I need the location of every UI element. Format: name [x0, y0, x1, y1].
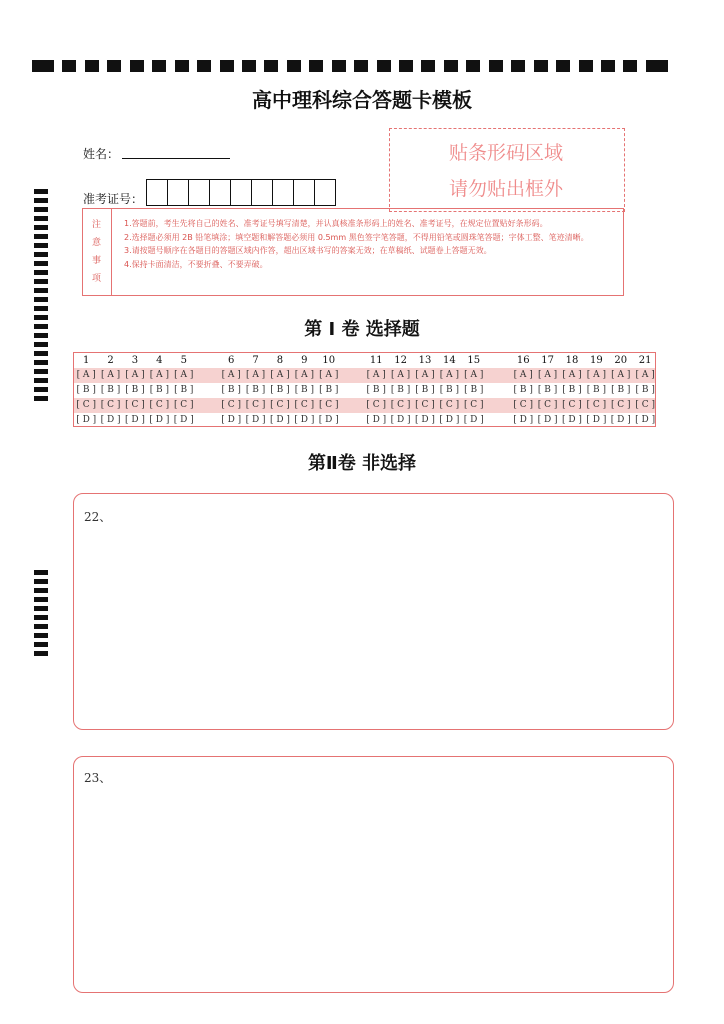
- question-number: 19: [590, 355, 603, 366]
- choice-bubble[interactable]: [ A ]: [611, 370, 631, 380]
- choice-bubble[interactable]: [ C ]: [221, 400, 242, 410]
- question-number: 9: [301, 355, 308, 366]
- timing-mark: [34, 252, 48, 257]
- timing-mark: [34, 351, 48, 356]
- timing-mark: [34, 261, 48, 266]
- choice-bubble[interactable]: [ A ]: [439, 370, 459, 380]
- question-number: 14: [443, 355, 456, 366]
- timing-mark: [34, 198, 48, 203]
- left-timing-marks-upper: [34, 189, 48, 405]
- option-group: [511, 398, 657, 413]
- choice-bubble[interactable]: [ A ]: [125, 370, 145, 380]
- timing-bar-segment: [534, 60, 548, 72]
- choice-bubble[interactable]: [ D ]: [366, 415, 387, 425]
- question-number: 23、: [84, 771, 112, 785]
- choice-bubble[interactable]: [ B ]: [319, 385, 339, 395]
- choice-bubble[interactable]: [ A ]: [464, 370, 484, 380]
- choice-bubble[interactable]: [ C ]: [270, 400, 290, 410]
- choice-bubble[interactable]: [ D ]: [561, 415, 582, 425]
- timing-mark: [34, 342, 48, 347]
- question-numbers: [364, 353, 486, 368]
- timing-bar-segment: [377, 60, 391, 72]
- timing-mark: [34, 243, 48, 248]
- timing-bar-segment: [421, 60, 435, 72]
- timing-mark: [34, 387, 48, 392]
- question-number: 16: [516, 355, 530, 366]
- timing-bar-segment: [332, 60, 346, 72]
- choice-bubble[interactable]: [ D ]: [439, 415, 460, 425]
- choice-bubble[interactable]: [ A ]: [149, 370, 169, 380]
- choice-bubble[interactable]: [ C ]: [463, 400, 484, 410]
- choice-bubble[interactable]: [ C ]: [537, 400, 558, 410]
- question-number: 2: [107, 355, 114, 366]
- timing-mark: [34, 270, 48, 275]
- choice-bubble[interactable]: [ C ]: [100, 400, 121, 410]
- choice-bubble[interactable]: [ B ]: [439, 385, 460, 395]
- choice-bubble[interactable]: [ A ]: [390, 370, 411, 380]
- option-group: [364, 413, 486, 428]
- notice-heading: [82, 208, 112, 296]
- question-number: 8: [276, 355, 284, 366]
- choice-bubble[interactable]: [ B ]: [390, 385, 411, 395]
- question-number: 4: [156, 355, 163, 366]
- timing-bar-segment: [152, 60, 166, 72]
- choice-bubble[interactable]: [ D ]: [269, 415, 290, 425]
- answer-box-22[interactable]: [73, 493, 674, 730]
- section-1-title: 第 I 卷 选择题: [304, 319, 420, 340]
- timing-bar-segment: [197, 60, 211, 72]
- timing-mark: [34, 360, 48, 365]
- timing-mark: [34, 288, 48, 293]
- choice-bubble[interactable]: [ B ]: [221, 385, 241, 395]
- choice-bubble[interactable]: [ A ]: [294, 370, 314, 380]
- timing-mark: [34, 279, 48, 284]
- choice-bubble[interactable]: [ B ]: [125, 385, 145, 395]
- timing-mark: [34, 207, 48, 212]
- timing-bar-segment: [623, 60, 637, 72]
- timing-bar-segment: [601, 60, 615, 72]
- timing-mark: [34, 306, 48, 311]
- choice-bubble[interactable]: [ C ]: [586, 400, 607, 410]
- option-group: [364, 383, 486, 398]
- notice-heading-char: 事: [91, 256, 101, 266]
- choice-bubble[interactable]: [ D ]: [76, 415, 97, 425]
- id-digit-box[interactable]: [209, 179, 231, 206]
- exam-id-label: 准考证号：: [83, 192, 144, 206]
- choice-bubble[interactable]: [ A ]: [245, 370, 266, 380]
- timing-bar-segment: [646, 60, 668, 72]
- notice-item: 2.选择题必须用 2B 铅笔填涂；填空题和解答题必须用 0.5mm 黑色签字笔答题，不得用铅笔或圆珠笔答题；字体工整、笔迹清晰。: [124, 232, 589, 242]
- choice-bubble[interactable]: [ B ]: [537, 385, 558, 395]
- timing-bar-segment: [32, 60, 54, 72]
- timing-bar-segment: [489, 60, 503, 72]
- choice-bubble[interactable]: [ C ]: [366, 400, 387, 410]
- choice-bubble[interactable]: [ B ]: [270, 385, 290, 395]
- question-number: 5: [180, 355, 187, 366]
- timing-bar-segment: [287, 60, 301, 72]
- timing-bar-segment: [85, 60, 99, 72]
- id-digit-box[interactable]: [293, 179, 315, 206]
- id-digit-box[interactable]: [314, 179, 336, 206]
- choice-bubble[interactable]: [ C ]: [245, 400, 266, 410]
- question-number: 1: [83, 355, 90, 366]
- barcode-hint-1: 贴条形码区域: [448, 142, 563, 164]
- choice-bubble[interactable]: [ C ]: [76, 400, 97, 410]
- option-group: [219, 398, 341, 413]
- choice-bubble[interactable]: [ B ]: [415, 385, 435, 395]
- timing-bar-segment: [579, 60, 593, 72]
- timing-bar-segment: [511, 60, 525, 72]
- option-group: [511, 413, 657, 428]
- choice-bubble[interactable]: [ B ]: [149, 385, 170, 395]
- option-group: [74, 368, 196, 383]
- timing-mark: [34, 216, 48, 221]
- notice-items: [124, 217, 616, 271]
- timing-bar-segment: [466, 60, 480, 72]
- timing-mark: [34, 624, 48, 629]
- notice-heading-char: 项: [91, 274, 101, 284]
- question-numbers: [511, 353, 657, 368]
- option-group: [74, 383, 196, 398]
- timing-mark: [34, 615, 48, 620]
- option-group: [74, 413, 196, 428]
- choice-bubble[interactable]: [ D ]: [294, 415, 315, 425]
- question-number: 7: [252, 355, 259, 366]
- notice-item: 3.请按题号顺序在各题目的答题区域内作答，超出区域书写的答案无效；在草稿纸、试题卷上答题无效。: [124, 246, 492, 255]
- option-group: [219, 368, 341, 383]
- choice-bubble[interactable]: [ C ]: [173, 400, 194, 410]
- exam-id-boxes[interactable]: [147, 179, 336, 206]
- question-number: 13: [418, 355, 432, 366]
- notice-heading-char: 注: [91, 220, 101, 230]
- choice-bubble[interactable]: [ A ]: [100, 370, 121, 380]
- timing-mark: [34, 651, 48, 656]
- choice-bubble[interactable]: [ A ]: [76, 370, 96, 380]
- choice-bubble[interactable]: [ D ]: [537, 415, 558, 425]
- choice-bubble[interactable]: [ B ]: [586, 385, 607, 395]
- choice-bubble[interactable]: [ B ]: [562, 385, 582, 395]
- choice-bubble[interactable]: [ B ]: [76, 385, 96, 395]
- timing-mark: [34, 642, 48, 647]
- question-number: 11: [369, 355, 383, 366]
- choice-bubble[interactable]: [ D ]: [390, 415, 411, 425]
- notice-item: 1.答题前，考生先将自己的姓名、准考证号填写清楚，并认真核准条形码上的姓名、准考证号，在规定位置贴好条形码。: [124, 219, 548, 228]
- timing-mark: [34, 225, 48, 230]
- question-number: 10: [322, 355, 336, 366]
- left-timing-marks-lower: [34, 570, 48, 660]
- choice-bubble[interactable]: [ D ]: [221, 415, 242, 425]
- choice-bubble[interactable]: [ A ]: [537, 370, 558, 380]
- choice-bubble[interactable]: [ A ]: [562, 370, 582, 380]
- question-number: 12: [394, 355, 407, 366]
- top-timing-bar: [32, 60, 668, 72]
- choice-bubble[interactable]: [ A ]: [174, 370, 194, 380]
- choice-bubble[interactable]: [ C ]: [562, 400, 582, 410]
- choice-bubble[interactable]: [ C ]: [294, 400, 315, 410]
- choice-bubble[interactable]: [ D ]: [149, 415, 170, 425]
- choice-bubble[interactable]: [ B ]: [366, 385, 386, 395]
- question-number: 3: [131, 355, 139, 366]
- timing-bar-segment: [62, 60, 76, 72]
- notice-heading-char: 意: [91, 238, 101, 248]
- section-2-title: 第Ⅱ卷 非选择: [307, 453, 417, 474]
- timing-mark: [34, 189, 48, 194]
- choice-bubble[interactable]: [ D ]: [173, 415, 194, 425]
- choice-bubble[interactable]: [ A ]: [221, 370, 241, 380]
- choice-bubble[interactable]: [ C ]: [415, 400, 435, 410]
- timing-bar-segment: [556, 60, 570, 72]
- choice-bubble[interactable]: [ B ]: [513, 385, 533, 395]
- multiple-choice-grid[interactable]: [73, 352, 656, 427]
- choice-bubble[interactable]: [ D ]: [245, 415, 266, 425]
- timing-bar-segment: [107, 60, 121, 72]
- timing-mark: [34, 606, 48, 611]
- timing-mark: [34, 597, 48, 602]
- option-group: [364, 398, 486, 413]
- timing-mark: [34, 369, 48, 374]
- id-digit-box[interactable]: [146, 179, 168, 206]
- id-digit-box[interactable]: [230, 179, 252, 206]
- choice-bubble[interactable]: [ D ]: [100, 415, 121, 425]
- choice-bubble[interactable]: [ D ]: [318, 415, 339, 425]
- choice-bubble[interactable]: [ D ]: [586, 415, 607, 425]
- name-label: 姓名：: [83, 147, 120, 161]
- choice-bubble[interactable]: [ A ]: [415, 370, 435, 380]
- id-digit-box[interactable]: [188, 179, 210, 206]
- timing-mark: [34, 633, 48, 638]
- name-field[interactable]: [122, 158, 230, 159]
- choice-bubble[interactable]: [ D ]: [635, 415, 656, 425]
- option-group: [74, 398, 196, 413]
- choice-bubble[interactable]: [ A ]: [586, 370, 606, 380]
- choice-bubble[interactable]: [ D ]: [610, 415, 631, 425]
- question-number: 6: [228, 355, 235, 366]
- choice-bubble[interactable]: [ D ]: [414, 415, 435, 425]
- choice-bubble[interactable]: [ C ]: [125, 400, 145, 410]
- barcode-hint-2: 请勿贴出框外: [448, 178, 563, 200]
- question-numbers: [74, 353, 196, 368]
- choice-bubble[interactable]: [ D ]: [513, 415, 534, 425]
- timing-mark: [34, 396, 48, 401]
- timing-mark: [34, 588, 48, 593]
- question-number: 15: [467, 355, 481, 366]
- answer-box-23[interactable]: [73, 756, 674, 993]
- choice-bubble[interactable]: [ B ]: [174, 385, 194, 395]
- choice-bubble[interactable]: [ D ]: [463, 415, 484, 425]
- choice-bubble[interactable]: [ B ]: [245, 385, 266, 395]
- choice-bubble[interactable]: [ B ]: [635, 385, 655, 395]
- choice-bubble[interactable]: [ B ]: [464, 385, 484, 395]
- timing-bar-segment: [354, 60, 368, 72]
- question-number: 17: [541, 355, 554, 366]
- timing-bar-segment: [444, 60, 458, 72]
- choice-bubble[interactable]: [ D ]: [124, 415, 145, 425]
- option-group: [511, 383, 657, 398]
- choice-bubble[interactable]: [ A ]: [270, 370, 290, 380]
- question-number: 18: [565, 355, 579, 366]
- timing-bar-segment: [264, 60, 278, 72]
- id-digit-box[interactable]: [251, 179, 273, 206]
- choice-bubble[interactable]: [ C ]: [390, 400, 411, 410]
- choice-bubble[interactable]: [ A ]: [366, 370, 386, 380]
- timing-bar-segment: [309, 60, 323, 72]
- choice-bubble[interactable]: [ C ]: [513, 400, 534, 410]
- id-digit-box[interactable]: [272, 179, 294, 206]
- option-group: [219, 383, 341, 398]
- timing-bar-segment: [220, 60, 234, 72]
- notice-item: 4.保持卡面清洁，不要折叠、不要弄破。: [124, 259, 268, 269]
- choice-bubble[interactable]: [ C ]: [318, 400, 339, 410]
- choice-bubble[interactable]: [ A ]: [513, 370, 533, 380]
- question-number: 21: [638, 355, 652, 366]
- choice-bubble[interactable]: [ C ]: [439, 400, 460, 410]
- option-group: [511, 368, 657, 383]
- timing-mark: [34, 234, 48, 239]
- id-digit-box[interactable]: [167, 179, 189, 206]
- choice-bubble[interactable]: [ B ]: [611, 385, 631, 395]
- timing-mark: [34, 297, 48, 302]
- choice-bubble[interactable]: [ A ]: [635, 370, 655, 380]
- choice-bubble[interactable]: [ B ]: [100, 385, 121, 395]
- option-group: [364, 368, 486, 383]
- timing-mark: [34, 378, 48, 383]
- timing-mark: [34, 570, 48, 575]
- timing-bar-segment: [399, 60, 413, 72]
- choice-bubble[interactable]: [ C ]: [149, 400, 170, 410]
- timing-bar-segment: [130, 60, 144, 72]
- timing-bar-segment: [242, 60, 256, 72]
- page-title: 高中理科综合答题卡模板: [252, 88, 472, 112]
- question-numbers: [219, 353, 341, 368]
- choice-bubble[interactable]: [ C ]: [610, 400, 631, 410]
- choice-bubble[interactable]: [ C ]: [635, 400, 655, 410]
- timing-bar-segment: [175, 60, 189, 72]
- option-group: [219, 413, 341, 428]
- timing-mark: [34, 579, 48, 584]
- choice-bubble[interactable]: [ A ]: [319, 370, 339, 380]
- question-number: 20: [614, 355, 628, 366]
- question-number: 22、: [84, 510, 112, 524]
- choice-bubble[interactable]: [ B ]: [294, 385, 315, 395]
